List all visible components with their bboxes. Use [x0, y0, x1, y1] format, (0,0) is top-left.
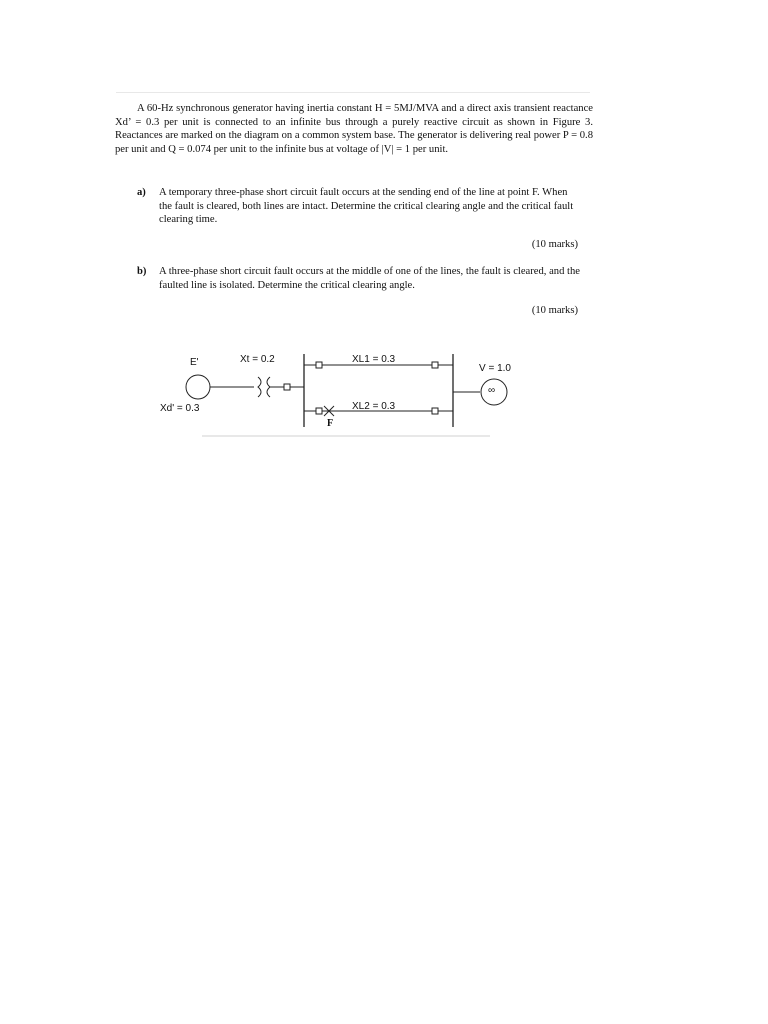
- part-a-marks: (10 marks): [531, 239, 578, 250]
- part-b: [137, 265, 583, 292]
- breaker-line1-right: [432, 362, 438, 368]
- part-a-label: a): [137, 187, 146, 198]
- page-top-rule: [116, 92, 590, 93]
- circuit-diagram: [150, 345, 530, 440]
- breaker-transformer: [284, 384, 290, 390]
- label-v: V = 1.0: [479, 363, 511, 374]
- label-xl2: XL2 = 0.3: [352, 401, 396, 412]
- circuit-schematic: [150, 345, 530, 440]
- transformer-coil-left: [258, 377, 261, 397]
- part-b-marks: (10 marks): [531, 305, 578, 316]
- breaker-line1-left: [316, 362, 322, 368]
- part-b-text: A three-phase short circuit fault occurs at the middle of one of the lines, the fault is cleared, and the faulted line is isolated. Determine the critical clearing angle.: [159, 266, 580, 291]
- label-e-prime: E': [190, 357, 199, 368]
- infinity-icon: ∞: [488, 385, 496, 396]
- part-a: [137, 186, 583, 227]
- question-intro: [115, 102, 593, 156]
- part-b-label: b): [137, 266, 147, 277]
- generator-symbol: [186, 375, 210, 399]
- label-xt: Xt = 0.2: [240, 354, 275, 365]
- part-a-text: A temporary three-phase short circuit fault occurs at the sending end of the line at point F. When the fault is cleared, both lines are intact. Determine the critical clearing angle and the critical fault clearing time.: [159, 187, 574, 226]
- transformer-coil-right: [267, 377, 270, 397]
- label-xd: Xd' = 0.3: [160, 403, 200, 414]
- breaker-line2-left: [316, 408, 322, 414]
- label-fault: F: [327, 418, 334, 429]
- intro-paragraph: A 60-Hz synchronous generator having inertia constant H = 5MJ/MVA and a direct axis transient reactance Xd’ = 0.3 per unit is connected to an infinite bus through a purely reactive circuit as shown in Figure 3. Reactances are marked on the diagram on a common system base. The generator is delivering real power P = 0.8 per unit and Q = 0.074 per unit to the infinite bus at voltage of |V| = 1 per unit.: [115, 103, 593, 155]
- label-xl1: XL1 = 0.3: [352, 354, 396, 365]
- breaker-line2-right: [432, 408, 438, 414]
